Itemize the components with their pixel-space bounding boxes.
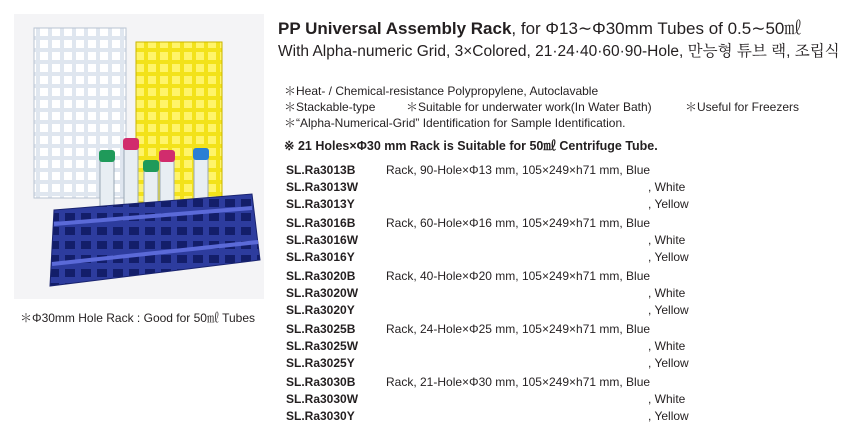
product-color: , White bbox=[648, 286, 686, 300]
feature-alpha-grid: ＊“Alpha-Numerical-Grid” Identification for Sample Identification. bbox=[284, 116, 626, 130]
product-code: SL.Ra3020W bbox=[286, 286, 359, 300]
product-color: , Yellow bbox=[648, 409, 689, 423]
product-code: SL.Ra3030B bbox=[286, 375, 356, 389]
product-color: , White bbox=[648, 180, 686, 194]
product-code: SL.Ra3020Y bbox=[286, 303, 355, 317]
product-code: SL.Ra3025Y bbox=[286, 356, 355, 370]
product-subtitle: With Alpha-numeric Grid, 3×Colored, 21·24·40·60·90-Hole, 만능형 튜브 랙, 조립식 bbox=[278, 43, 840, 60]
product-desc: Rack, 40-Hole×Φ20 mm, 105×249×h71 mm, Blue bbox=[386, 269, 651, 283]
feature-heat-resistance: ＊Heat- / Chemical-resistance Polypropylene, Autoclavable bbox=[284, 84, 599, 98]
product-color: , Yellow bbox=[648, 303, 689, 317]
product-code: SL.Ra3013Y bbox=[286, 197, 355, 211]
product-color: , Yellow bbox=[648, 356, 689, 370]
product-desc: Rack, 24-Hole×Φ25 mm, 105×249×h71 mm, Blue bbox=[386, 322, 651, 336]
product-code: SL.Ra3016Y bbox=[286, 250, 355, 264]
product-code: SL.Ra3016B bbox=[286, 216, 356, 230]
product-code: SL.Ra3016W bbox=[286, 233, 359, 247]
product-color: , White bbox=[648, 392, 686, 406]
product-color: , White bbox=[648, 233, 686, 247]
title-main: PP Universal Assembly Rack bbox=[278, 19, 512, 38]
feature-underwater: ＊Suitable for underwater work(In Water Bath) bbox=[406, 100, 652, 114]
feature-freezer: ＊Useful for Freezers bbox=[685, 100, 800, 114]
product-code: SL.Ra3030W bbox=[286, 392, 359, 406]
product-code: SL.Ra3025W bbox=[286, 339, 359, 353]
title-rest: , for Φ13∼Φ30mm Tubes of 0.5∼50㎖ bbox=[511, 19, 802, 38]
product-desc: Rack, 21-Hole×Φ30 mm, 105×249×h71 mm, Blue bbox=[386, 375, 651, 389]
product-title bbox=[278, 14, 801, 39]
photo-caption: ＊Φ30mm Hole Rack : Good for 50㎖ Tubes bbox=[20, 311, 256, 325]
rack-illustration bbox=[14, 14, 264, 299]
product-code: SL.Ra3020B bbox=[286, 269, 356, 283]
product-color: , White bbox=[648, 339, 686, 353]
product-color: , Yellow bbox=[648, 250, 689, 264]
product-desc: Rack, 90-Hole×Φ13 mm, 105×249×h71 mm, Blue bbox=[386, 163, 651, 177]
product-photo bbox=[14, 14, 264, 299]
product-code: SL.Ra3030Y bbox=[286, 409, 355, 423]
product-desc: Rack, 60-Hole×Φ16 mm, 105×249×h71 mm, Blue bbox=[386, 216, 651, 230]
product-color: , Yellow bbox=[648, 197, 689, 211]
product-code: SL.Ra3013B bbox=[286, 163, 356, 177]
product-code: SL.Ra3013W bbox=[286, 180, 359, 194]
centrifuge-note: ※ 21 Holes×Φ30 mm Rack is Suitable for 50㎖ Centrifuge Tube. bbox=[284, 139, 658, 153]
product-code: SL.Ra3025B bbox=[286, 322, 356, 336]
blue-rack bbox=[50, 194, 260, 286]
feature-stackable: ＊Stackable-type bbox=[284, 100, 376, 114]
